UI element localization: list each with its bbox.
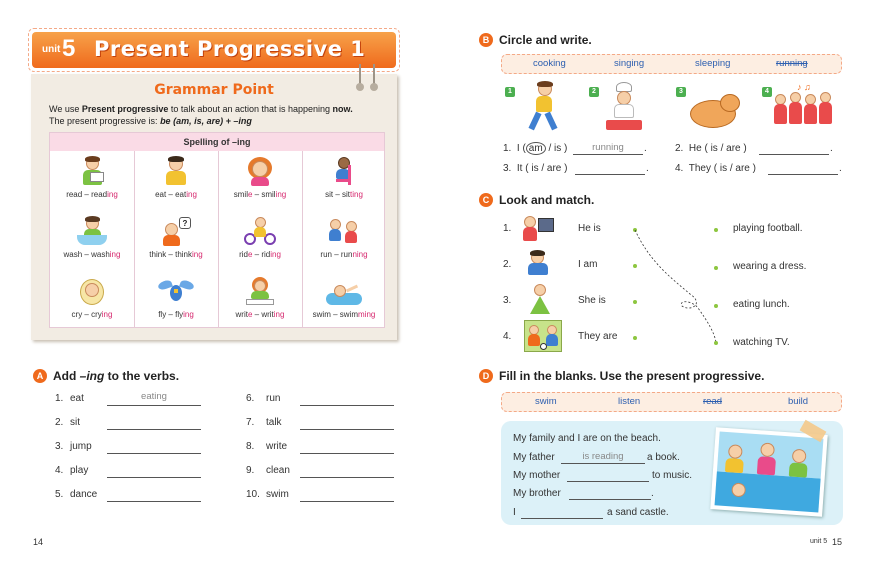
spelling-base: think – think (149, 250, 192, 259)
word-bank-item: singing (614, 58, 645, 69)
spelling-base: – smil (252, 190, 276, 199)
word-bank-item: swim (535, 396, 557, 407)
spelling-base: swim – swim (312, 310, 358, 319)
spelling-base: wash – wash (63, 250, 110, 259)
spelling-ending: ing (107, 190, 118, 199)
match-dot[interactable] (714, 304, 718, 308)
c-left-number: 4. (503, 331, 512, 342)
b-item-2 (675, 143, 747, 154)
spelling-base: sit – sit (325, 190, 350, 199)
grammar-rule-1 (49, 104, 353, 114)
picture-number-badge: 2 (589, 87, 599, 97)
item-number: 3. (503, 163, 512, 174)
unit-banner (32, 32, 396, 68)
smiling-girl-icon (242, 157, 278, 187)
grammar-rule-2 (49, 116, 252, 126)
c-left-number: 3. (503, 295, 512, 306)
section-a-badge: A (33, 369, 47, 383)
story-line-5-start: I (513, 507, 516, 518)
answer-blank[interactable] (300, 466, 394, 478)
grammar-term: now. (332, 104, 353, 114)
crying-baby-icon (74, 277, 110, 307)
spelling-cell-ride (218, 217, 302, 259)
riding-bike-icon (242, 217, 278, 247)
picture-number-badge: 1 (505, 87, 515, 97)
story-line-4-end: . (651, 488, 654, 499)
c-left-text: They are (578, 331, 618, 342)
item-number: 9. (246, 465, 255, 476)
spelling-base: fly – fly (158, 310, 184, 319)
unit-number: 5 (62, 35, 76, 62)
item-number: 4. (675, 163, 684, 174)
spelling-base: cry – cry (71, 310, 102, 319)
spelling-ending: ing (186, 190, 197, 199)
section-a-title-text: Add (53, 369, 80, 383)
grammar-title: Grammar Point (154, 82, 274, 98)
spelling-header: Spelling of –ing (50, 133, 384, 151)
section-d-badge: D (479, 369, 493, 383)
unit-label: unit (42, 44, 61, 55)
verb-label: run (266, 393, 281, 404)
item-number: 3. (55, 441, 64, 452)
c-right-text: wearing a dress. (733, 261, 807, 272)
answer-blank[interactable] (300, 442, 394, 454)
spelling-cell-sit (302, 157, 386, 199)
page-number-right: 15 (832, 537, 843, 547)
sleeping-cat-picture (690, 90, 742, 132)
word-bank-item: cooking (533, 58, 566, 69)
c-left-number: 1. (503, 223, 512, 234)
spelling-dropped-letter: e (247, 190, 253, 199)
c-right-text: playing football. (733, 223, 803, 234)
section-d-title: Fill in the blanks. Use the present progressive. (499, 369, 765, 383)
unit-title: Present Progressive 1 (94, 37, 366, 61)
section-a-title-em: –ing (79, 369, 105, 383)
answer-blank[interactable] (575, 163, 645, 175)
answer-blank[interactable] (107, 466, 201, 478)
item-number: 1. (55, 393, 64, 404)
beach-family-photo (710, 427, 827, 517)
eating-child-picture (524, 250, 552, 278)
spelling-base: rid (239, 250, 248, 259)
flying-bird-icon (158, 277, 194, 307)
item-text: I ( (516, 143, 526, 154)
section-a-title-text: to the verbs. (104, 369, 180, 383)
item-number: 1. (503, 143, 512, 154)
washing-child-icon (74, 217, 110, 247)
cooking-boy-picture (602, 82, 646, 134)
running-kids-icon (326, 217, 362, 247)
spelling-cell-smile (218, 157, 302, 199)
b-item-3 (503, 163, 567, 174)
question-mark-icon: ? (179, 217, 191, 229)
grammar-term: Present progressive (81, 104, 169, 114)
picture-number-badge: 4 (762, 87, 772, 97)
singing-children-picture (773, 84, 835, 132)
footer-unit-label: unit 5 (810, 538, 828, 545)
running-boy-picture (524, 82, 564, 134)
spelling-dropped-letter: e (247, 250, 253, 259)
verb-label: play (70, 465, 89, 476)
verb-label: swim (266, 489, 289, 500)
answer-blank[interactable] (107, 442, 201, 454)
item-number: 2. (55, 417, 64, 428)
verb-label: dance (70, 489, 98, 500)
item-number: 10. (246, 489, 260, 500)
verb-label: jump (70, 441, 92, 452)
spelling-cell-wash (50, 217, 134, 259)
spelling-ending: ing (101, 310, 113, 319)
b-item-4 (675, 163, 756, 174)
story-box (501, 421, 843, 525)
c-right-text: eating lunch. (733, 299, 790, 310)
kids-playing-football-picture (524, 320, 562, 352)
answer-blank[interactable] (300, 394, 394, 406)
writing-girl-icon (242, 277, 278, 307)
period: . (646, 163, 649, 174)
girl-in-dress-picture (528, 284, 552, 316)
reading-child-icon (74, 157, 110, 187)
item-text: He ( is / are ) (688, 143, 747, 154)
word-bank-item: sleeping (695, 58, 731, 69)
answer-blank[interactable] (521, 507, 603, 519)
word-bank-b (501, 54, 842, 74)
grammar-formula: be (am, is, are) + –ing (160, 116, 252, 126)
match-dot[interactable] (714, 228, 718, 232)
spelling-cell-think (134, 217, 218, 259)
grammar-text: The present progressive is: (49, 116, 161, 126)
spelling-base: writ (235, 310, 248, 319)
item-text: It ( is / are ) (516, 163, 568, 174)
word-bank-item-used: running (776, 58, 808, 69)
answer-blank[interactable] (759, 143, 829, 155)
period: . (839, 163, 842, 174)
spelling-ending: ting (350, 190, 363, 199)
page-number-left: 14 (33, 537, 44, 547)
spelling-ending: ing (275, 190, 287, 199)
spelling-ending: ming (358, 310, 376, 319)
story-line-1: My family and I are on the beach. (513, 433, 661, 444)
item-number: 4. (55, 465, 64, 476)
spelling-cell-cry (50, 277, 134, 319)
verb-label: eat (70, 393, 84, 404)
answer-blank[interactable] (300, 418, 394, 430)
item-number: 8. (246, 441, 255, 452)
story-line-3-start: My mother (513, 470, 561, 481)
thinking-boy-icon (158, 217, 194, 247)
spelling-base: smil (233, 190, 248, 199)
answer-blank[interactable] (300, 490, 394, 502)
spelling-cell-fly (134, 277, 218, 319)
word-bank-item-used: read (703, 396, 723, 407)
item-number: 2. (675, 143, 684, 154)
spelling-cell-write (218, 277, 302, 319)
answer-blank[interactable] (107, 490, 201, 502)
spelling-ending: ing (183, 310, 194, 319)
swimming-boy-icon (326, 277, 362, 307)
spelling-table (49, 132, 385, 328)
answer-blank[interactable] (567, 470, 649, 482)
c-left-number: 2. (503, 259, 512, 270)
story-line-2-end: a book. (647, 452, 680, 463)
word-bank-item: listen (618, 396, 641, 407)
c-left-text: I am (578, 259, 598, 270)
c-right-text: watching TV. (733, 337, 790, 348)
circled-choice: am (526, 142, 546, 155)
item-text: / is ) (545, 143, 568, 154)
match-dot[interactable] (714, 266, 718, 270)
spelling-cell-swim (302, 277, 386, 319)
sample-answer: eating (141, 391, 167, 402)
verb-label: clean (266, 465, 290, 476)
c-left-text: He is (578, 223, 601, 234)
spelling-ending: ning (352, 250, 368, 259)
verb-label: talk (266, 417, 282, 428)
word-bank-item: build (788, 396, 809, 407)
story-line-5-end: a sand castle. (607, 507, 669, 518)
picture-number-badge: 3 (676, 87, 686, 97)
period: . (830, 143, 833, 154)
b-item-1 (503, 143, 567, 154)
spelling-ending: ing (273, 310, 285, 319)
spelling-base: – rid (252, 250, 271, 259)
spelling-cell-read (50, 157, 134, 199)
section-c-badge: C (479, 193, 493, 207)
verb-label: sit (70, 417, 80, 428)
section-c-title: Look and match. (499, 193, 595, 207)
story-line-4-start: My brother (513, 488, 561, 499)
spelling-base: run – run (320, 250, 353, 259)
eating-child-icon (158, 157, 194, 187)
section-b-badge: B (479, 33, 493, 47)
story-line-2-start: My father (513, 452, 555, 463)
period: . (644, 143, 647, 154)
answer-blank[interactable] (768, 163, 838, 175)
sample-answer: is reading (582, 451, 624, 462)
grammar-text: to talk about an action that is happening (168, 104, 333, 114)
sample-answer: running (592, 142, 624, 153)
item-number: 5. (55, 489, 64, 500)
answer-blank[interactable] (107, 418, 201, 430)
spelling-ending: ing (192, 250, 203, 259)
music-note-icon: ♪ ♫ (797, 82, 811, 92)
grammar-text: We use (49, 104, 82, 114)
spelling-dropped-letter: e (247, 310, 253, 319)
boy-watching-tv-picture (522, 214, 556, 242)
spelling-base: eat – eat (155, 190, 187, 199)
section-a-title (53, 369, 179, 383)
spelling-cell-eat (134, 157, 218, 199)
spelling-base: – writ (252, 310, 274, 319)
spelling-cell-run (302, 217, 386, 259)
spelling-ending: ing (270, 250, 281, 259)
spelling-ending: ing (109, 250, 121, 259)
section-b-title: Circle and write. (499, 33, 592, 47)
item-number: 7. (246, 417, 255, 428)
item-number: 6. (246, 393, 255, 404)
grammar-point-box (31, 74, 397, 340)
c-left-text: She is (578, 295, 606, 306)
spelling-base: read – read (66, 190, 108, 199)
answer-blank[interactable] (569, 488, 651, 500)
item-text: They ( is / are ) (688, 163, 756, 174)
verb-label: write (266, 441, 288, 452)
sitting-boy-icon (326, 157, 362, 187)
match-line-sample (630, 222, 730, 352)
match-dot[interactable] (714, 341, 718, 345)
story-line-3-end: to music. (652, 470, 693, 481)
word-bank-d (501, 392, 842, 412)
